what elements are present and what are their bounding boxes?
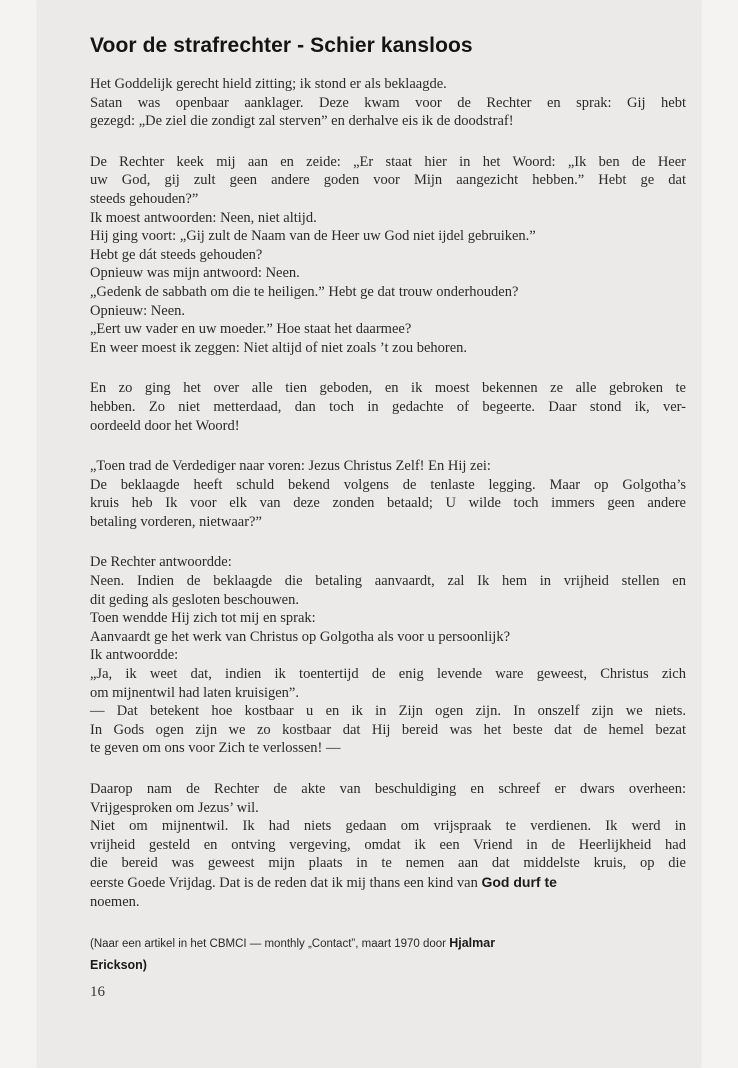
credit-author-last: Erickson) [90, 958, 147, 973]
paragraph [90, 75, 686, 131]
text-line: noemen. [90, 893, 140, 910]
credit-source: (Naar een artikel in het CBMCI — monthly „Contact”, maart 1970 door [90, 938, 450, 951]
text-line: hebben. Zo niet metterdaad, dan toch in gedachte of begeerte. Daar stond ik, ver- [90, 398, 686, 415]
text-line: Opnieuw was mijn antwoord: Neen. [90, 265, 300, 282]
text-line: Hij ging voort: „Gij zult de Naam van de Heer uw God niet ijdel gebruiken.” [90, 228, 536, 245]
text-line: gezegd: „De ziel die zondigt zal sterven” en derhalve eis ik de doodstraf! [90, 113, 514, 130]
text-line: Ik antwoordde: [90, 647, 179, 664]
text-line: Daarop nam de Rechter de akte van beschuldiging en schreef er dwars overheen: [90, 781, 686, 797]
credit-line-1 [90, 933, 686, 955]
credit-author-first: Hjalmar [449, 936, 496, 951]
text-line: En weer moest ik zeggen: Niet altijd of niet zoals ’t zou behoren. [90, 339, 468, 356]
text-line: „Ja, ik weet dat, indien ik toentertijd de enig levende ware geweest, Christus zich [90, 666, 686, 683]
text-line: Het Goddelijk gerecht hield zitting; ik stond er als beklaagde. [90, 76, 447, 92]
paragraph [90, 379, 686, 435]
paragraph [90, 553, 686, 758]
text-line: Ik moest antwoorden: Neen, niet altijd. [90, 209, 317, 226]
text-line: „Toen trad de Verdediger naar voren: Jezus Christus Zelf! En Hij zei: [90, 458, 491, 475]
paragraph [90, 780, 686, 911]
text-line: dit geding als gesloten beschouwen. [90, 591, 299, 608]
text-line: steeds gehouden?” [90, 190, 199, 207]
paragraph [90, 153, 686, 358]
text-line: De beklaagde heeft schuld bekend volgens de tenlaste legging. Maar op Golgotha’s [90, 476, 686, 493]
paragraph [90, 457, 686, 531]
text-line: Satan was openbaar aanklager. Deze kwam voor de Rechter en sprak: Gij hebt [90, 94, 686, 111]
article-credit [90, 933, 686, 976]
text-line [90, 873, 686, 893]
text-line: „Gedenk de sabbath om die te heiligen.” Hebt ge dat trouw onderhouden? [90, 283, 519, 300]
document-page [38, 0, 700, 1068]
text-line: Toen wendde Hij zich tot mij en sprak: [90, 610, 316, 627]
text-line: oordeeld door het Woord! [90, 417, 240, 434]
text-line: Neen. Indien de beklaagde die betaling aanvaardt, zal Ik hem in vrijheid stellen en [90, 573, 686, 590]
left-margin [0, 0, 38, 1068]
article [90, 30, 686, 1001]
text-line: Vrijgesproken om Jezus’ wil. [90, 799, 259, 816]
text-line: — Dat betekent hoe kostbaar u en ik in Zijn ogen zijn. In onszelf zijn we niets. [90, 703, 686, 720]
text-line: De Rechter keek mij aan en zeide: „Er staat hier in het Woord: „Ik ben de Heer [90, 153, 686, 170]
text-line-bold-tail: God durf te [481, 873, 557, 890]
text-line: kruis heb Ik voor elk van deze zonden betaald; U wilde toch immers geen andere [90, 495, 686, 512]
article-title: Voor de strafrechter - Schier kansloos [90, 34, 473, 57]
text-line: Opnieuw: Neen. [90, 302, 186, 319]
text-line: En zo ging het over alle tien geboden, en ik moest bekennen ze alle gebroken te [90, 380, 686, 397]
text-line-main: eerste Goede Vrijdag. Dat is de reden dat ik mij thans een kind van [90, 874, 478, 891]
text-line: „Eert uw vader en uw moeder.” Hoe staat het daarmee? [90, 321, 412, 338]
text-line: De Rechter antwoordde: [90, 554, 232, 571]
article-body [90, 75, 686, 911]
text-line: die bereid was geweest mijn plaats in te nemen aan dat middelste kruis, op die [90, 855, 686, 872]
text-line: In Gods ogen zijn we zo kostbaar dat Hij bereid was het beste dat de hemel bezat [90, 721, 686, 738]
page-number: 16 [90, 984, 105, 1001]
text-line: Niet om mijnentwil. Ik had niets gedaan om vrijspraak te verdienen. Ik werd in [90, 818, 686, 835]
text-line: betaling vorderen, nietwaar?” [90, 513, 262, 530]
text-line: te geven om ons voor Zich te verlossen! — [90, 740, 341, 757]
text-line: uw God, gij zult geen andere goden voor Mijn aangezicht hebben.” Hebt ge dat [90, 172, 686, 189]
right-margin [700, 0, 738, 1068]
text-line: om mijnentwil had laten kruisigen”. [90, 684, 299, 701]
text-line: Aanvaardt ge het werk van Christus op Golgotha als voor u persoonlijk? [90, 628, 511, 645]
text-line: Hebt ge dát steeds gehouden? [90, 246, 263, 263]
text-line: vrijheid gesteld en ontving vergeving, omdat ik een Vriend in de Heerlijkheid had [90, 836, 686, 853]
